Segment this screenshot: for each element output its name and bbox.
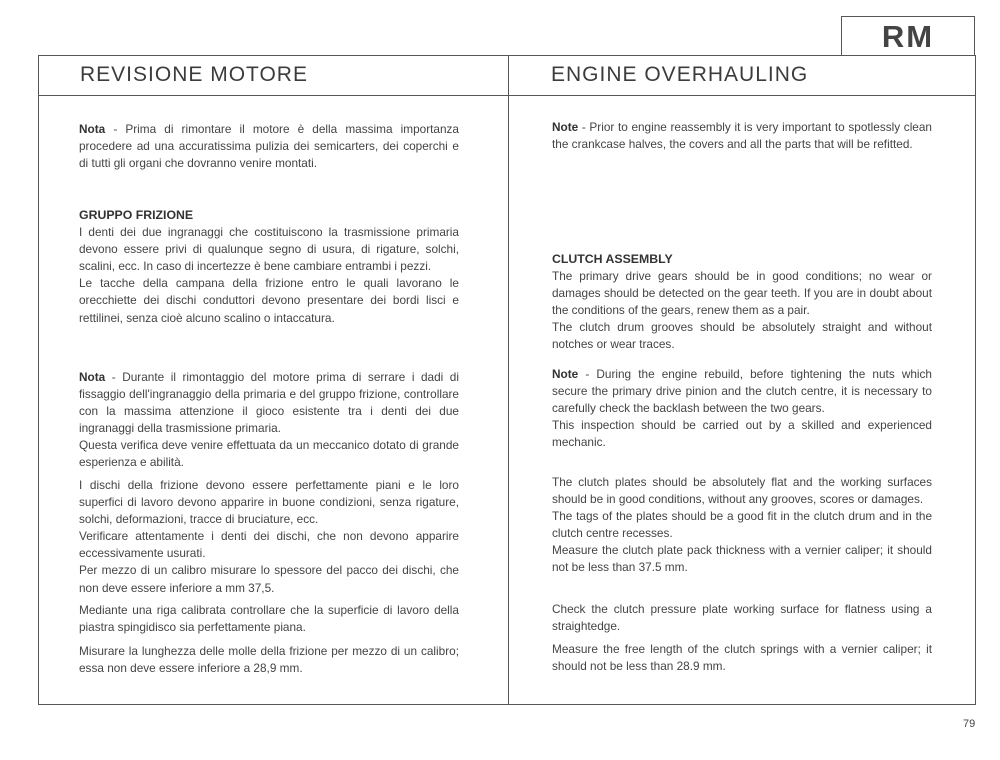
paragraph: This inspection should be carried out by a skilled and experienced mechanic. bbox=[552, 418, 932, 450]
left-para-8 bbox=[79, 643, 459, 677]
paragraph: I denti dei due ingranaggi che costituiscono la trasmissione primaria devono essere privi di qualunque segno di usura, di rigature, solchi, scalini, ecc. In caso di incertezze è bene cambiare entrambi i pezzi. bbox=[79, 225, 459, 274]
note-text: - Prior to engine reassembly it is very important to spotlessly clean the crankcase halves, the covers and all the parts that will be refitted. bbox=[552, 120, 932, 152]
paragraph: I dischi della frizione devono essere perfettamente piani e le loro superfici di lavoro devono apparire in buone condizioni, senza rigature, solchi, deformazioni, tracce di bruciature, ecc. bbox=[79, 478, 459, 527]
right-plates-section bbox=[552, 474, 932, 577]
section-heading: GRUPPO FRIZIONE bbox=[79, 208, 194, 222]
note-label: Nota bbox=[79, 122, 106, 136]
right-column-title: ENGINE OVERHAULING bbox=[551, 63, 809, 86]
paragraph: The clutch drum grooves should be absolutely straight and without notches or wear traces. bbox=[552, 320, 932, 352]
section-heading: CLUTCH ASSEMBLY bbox=[552, 252, 673, 266]
right-para-7 bbox=[552, 601, 932, 635]
left-note-1 bbox=[79, 121, 459, 172]
left-column-title: REVISIONE MOTORE bbox=[80, 63, 308, 86]
left-note-2 bbox=[79, 369, 459, 472]
paragraph: Misurare la lunghezza delle molle della frizione per mezzo di un calibro; essa non deve essere inferiore a 28,9 mm. bbox=[79, 644, 459, 676]
note-label: Note bbox=[552, 367, 579, 381]
paragraph: The primary drive gears should be in good conditions; no wear or damages should be detected on the gear teeth. If you are in doubt about the conditions of the gears, renew them as a pair. bbox=[552, 269, 932, 318]
paragraph: Measure the free length of the clutch springs with a vernier caliper; it should not be less than 28.9 mm. bbox=[552, 642, 932, 674]
note-text: - Durante il rimontaggio del motore prima di serrare i dadi di fissaggio dell'ingranaggio della primaria e del gruppo frizione, controllare con la massima attenzione il gioco esistente tra i denti dei due ingranaggi della trasmissione primaria. bbox=[79, 370, 459, 436]
paragraph: The clutch plates should be absolutely flat and the working surfaces should be in good conditions, without any grooves, scores or damages. bbox=[552, 475, 932, 507]
note-label: Nota bbox=[79, 370, 106, 384]
header-divider bbox=[39, 95, 975, 96]
right-note-2 bbox=[552, 366, 932, 451]
paragraph: Check the clutch pressure plate working surface for flatness using a straightedge. bbox=[552, 602, 932, 634]
right-note-1 bbox=[552, 119, 932, 153]
paragraph: Per mezzo di un calibro misurare lo spessore del pacco dei dischi, che non deve essere inferiore a mm 37,5. bbox=[79, 563, 459, 595]
left-para-7 bbox=[79, 602, 459, 636]
paragraph: Questa verifica deve venire effettuata da un meccanico dotato di grande esperienza e abilità. bbox=[79, 438, 459, 470]
left-clutch-section bbox=[79, 207, 459, 327]
note-text: - During the engine rebuild, before tightening the nuts which secure the primary drive pinion and the clutch centre, it is necessary to carefully check the backlash between the two gears. bbox=[552, 367, 932, 416]
column-divider bbox=[508, 56, 509, 704]
right-clutch-section bbox=[552, 251, 932, 354]
paragraph: Measure the clutch plate pack thickness with a vernier caliper; it should not be less than 37.5 mm. bbox=[552, 543, 932, 575]
left-plates-section bbox=[79, 477, 459, 597]
note-label: Note bbox=[552, 120, 579, 134]
paragraph: Verificare attentamente i denti dei dischi, che non devono apparire eccessivamente usurati. bbox=[79, 529, 459, 561]
paragraph: Mediante una riga calibrata controllare che la superficie di lavoro della piastra spingidisco sia perfettamente piana. bbox=[79, 603, 459, 635]
paragraph: The tags of the plates should be a good fit in the clutch drum and in the clutch centre recesses. bbox=[552, 509, 932, 541]
paragraph: Le tacche della campana della frizione entro le quali lavorano le orecchiette dei dischi conduttori devono presentare dei bordi lisci e rettilinei, senza cioè alcuno scalino o intaccatura. bbox=[79, 276, 459, 325]
page-number: 79 bbox=[963, 718, 976, 730]
note-text: - Prima di rimontare il motore è della massima importanza procedere ad una accuratissima pulizia dei semicarters, dei coperchi e di tutti gli organi che dovranno venire montati. bbox=[79, 122, 459, 171]
right-para-8 bbox=[552, 641, 932, 675]
section-tab: RM bbox=[841, 16, 975, 56]
